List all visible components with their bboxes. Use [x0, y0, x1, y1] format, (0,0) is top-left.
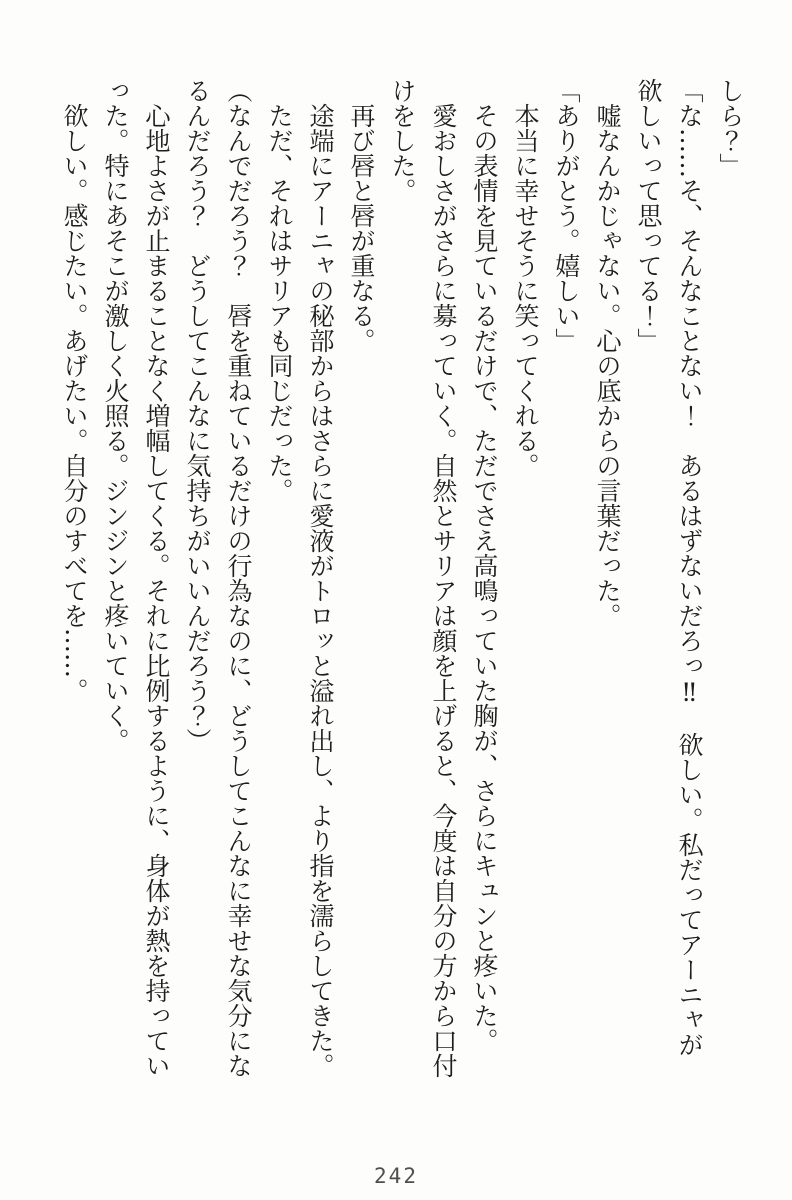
- text-block: [45, 78, 751, 1080]
- paragraph: （なんでだろう？ 唇を重ねているだけの行為なのに、どうしてこんなに幸せな気分になるんだろう？ どうしてこんなに気持ちがいいんだろう？）: [183, 78, 253, 1078]
- paragraph: 愛おしさがさらに募っていく。自然とサリアは顔を上げると、今度は自分の方から口付けをした。: [388, 78, 458, 1078]
- page-number: 242: [374, 1164, 418, 1188]
- paragraph: 途端にアーニャの秘部からはさらに愛液がトロッと溢れ出し、より指を濡らしてきた。: [306, 103, 335, 1078]
- paragraph: その表情を見ているだけで、ただでさえ高鳴っていた胸が、さらにキュンと疼いた。: [470, 103, 499, 1053]
- paragraph: 「ありがとう。嬉しい」: [552, 78, 581, 353]
- paragraph: 嘘なんかじゃない。心の底からの言葉だった。: [593, 103, 622, 628]
- paragraph: 欲しい。感じたい。あげたい。自分のすべてを……。: [60, 103, 89, 703]
- paragraph: ただ、それはサリアも同じだった。: [265, 103, 294, 503]
- paragraph: 本当に幸せそうに笑ってくれる。: [511, 103, 540, 478]
- paragraph: 心地よさが止まることなく増幅してくる。それに比例するように、身体が熱を持っていった。特にあそこが激しく火照る。ジンジンと疼いていく。: [101, 78, 171, 1078]
- paragraph: 「な……そ、そんなことない！ あるはずないだろっ‼ 欲しい。私だってアーニャが欲しいって思ってる！」: [634, 78, 704, 1057]
- paragraph: しら？」: [716, 78, 745, 178]
- paragraph: 再び唇と唇が重なる。: [347, 103, 376, 353]
